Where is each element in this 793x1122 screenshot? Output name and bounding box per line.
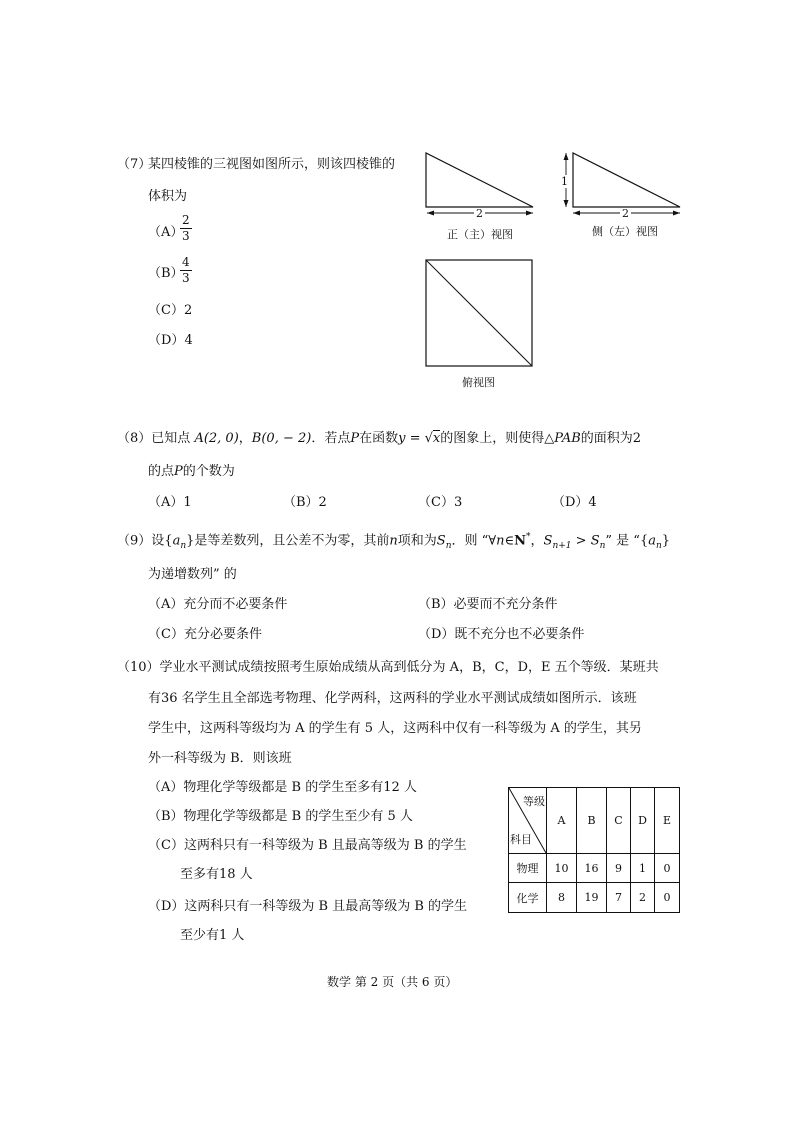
q9-text-1: 设{ xyxy=(151,533,173,549)
q9-sequence-a: a xyxy=(172,533,181,549)
q9-sequence-a-2: a xyxy=(648,533,656,549)
q8-function-left: y = xyxy=(398,431,425,446)
q8-text-g: 的个数为 xyxy=(182,464,235,479)
side-view-height-label: 1 xyxy=(561,175,568,188)
q9-sum-sub: n xyxy=(445,540,452,551)
q8-triangle-name: PAB xyxy=(554,431,581,446)
grade-header-d: D xyxy=(631,788,655,854)
q9-sum-next: S xyxy=(543,533,553,549)
side-view-arrow-bottom xyxy=(564,200,569,207)
grade-cell: 10 xyxy=(547,854,577,883)
q7-option-b-numerator: 4 xyxy=(182,255,190,269)
grade-cell: 9 xyxy=(607,854,631,883)
q7-stem-line1: 某四棱锥的三视图如图所示，则该四棱锥的 xyxy=(148,157,396,172)
q8-point-p-2: P xyxy=(174,464,183,479)
q8-text-f: 的点 xyxy=(148,464,175,479)
grade-cell: 1 xyxy=(631,854,655,883)
grade-row-physics xyxy=(509,854,680,883)
q7-number: （7） xyxy=(117,157,152,172)
q9-text-2: }是等差数列，且公差不为零，其前 xyxy=(186,533,390,549)
q10-option-a: （A）物理化学等级都是 B 的学生至多有12 人 xyxy=(148,780,417,795)
grade-row-physics-subject: 物理 xyxy=(509,854,547,883)
top-view-caption: 俯视图 xyxy=(462,376,495,389)
q8-option-b: （B）2 xyxy=(283,495,327,510)
q8-point-b: B(0, − 2) xyxy=(251,431,312,446)
q9-text-4: ．则 “∀ xyxy=(451,533,497,549)
q8-number: （8） xyxy=(117,431,152,446)
q9-stem-line1 xyxy=(117,533,670,551)
q10-number: （10） xyxy=(117,660,160,675)
q9-text-5: ” 是 “{ xyxy=(605,533,649,549)
q9-option-d: （D）既不充分也不必要条件 xyxy=(418,627,585,642)
grade-table-header-row xyxy=(509,788,680,854)
q8-point-a: A(2, 0) xyxy=(194,431,239,446)
front-view-width-label: 2 xyxy=(476,207,483,220)
q8-point-p: P xyxy=(350,431,360,446)
q8-area-value: 2 xyxy=(632,431,642,446)
q8-stem-line2 xyxy=(148,465,235,478)
q10-option-c-cont: 至多有18 人 xyxy=(180,867,253,882)
q9-greater: > xyxy=(571,533,591,549)
q9-text-3: 项和为 xyxy=(397,533,437,549)
page-footer: 数学 第 2 页（共 6 页） xyxy=(327,975,458,989)
q7-option-a-denominator: 3 xyxy=(182,228,190,243)
grade-table-corner-bottom: 科目 xyxy=(510,833,532,846)
q7-option-d-label: （D） xyxy=(148,333,185,348)
q7-option-c-value: 2 xyxy=(183,303,193,318)
q10-line2: 有36 名学生且全部选考物理、化学两科，这两科的学业水平测试成绩如图所示．该班 xyxy=(148,691,637,706)
grade-cell: 0 xyxy=(655,883,680,913)
q7-option-d-value: 4 xyxy=(184,333,193,348)
q9-number: （9） xyxy=(117,533,152,549)
q9-option-b: （B）必要而不充分条件 xyxy=(418,597,558,612)
q8-stem-line1 xyxy=(117,432,641,445)
grade-header-e: E xyxy=(655,788,680,854)
q9-close-brace: } xyxy=(661,533,671,549)
q9-stem-line2: 为递增数列” 的 xyxy=(148,567,237,582)
q8-option-a: （A）1 xyxy=(148,495,192,510)
q9-sequence-a-2-sub: n xyxy=(655,540,662,551)
grade-cell: 8 xyxy=(547,883,577,913)
grade-row-chemistry xyxy=(509,883,680,913)
top-view-diagonal xyxy=(426,260,532,366)
q7-option-b-denominator: 3 xyxy=(182,270,190,285)
front-view-triangle xyxy=(426,153,533,207)
q9-sum-2-sub: n xyxy=(599,540,606,551)
grade-row-chemistry-subject: 化学 xyxy=(509,883,547,913)
side-view-arrow-top xyxy=(564,153,569,160)
q10-line3: 学生中，这两科等级均为 A 的学生有 5 人，这两科中仅有一科等级为 A 的学生，其另 xyxy=(148,721,642,736)
q9-sum-2: S xyxy=(590,533,600,549)
q7-option-a-label: （A） xyxy=(148,225,184,240)
q9-n-in: n∈ xyxy=(496,533,515,549)
q9-naturals: N xyxy=(514,533,527,549)
q8-separator: ， xyxy=(238,431,252,446)
grade-cell: 16 xyxy=(577,854,607,883)
q9-sum: S xyxy=(436,533,446,549)
grade-table-corner-top: 等级 xyxy=(523,795,545,808)
q7-option-a-numerator: 2 xyxy=(182,213,190,227)
q10-option-b: （B）物理化学等级都是 B 的学生至少有 5 人 xyxy=(148,809,413,824)
q9-sum-next-sub: n+1 xyxy=(552,540,572,551)
q7-option-c-label: （C） xyxy=(148,303,184,318)
side-view-arrow-left xyxy=(573,211,580,216)
grade-table xyxy=(508,787,680,913)
front-view-arrow-right xyxy=(526,211,533,216)
q8-text-d: 的图象上，则使得△ xyxy=(440,431,555,446)
side-view-arrow-right xyxy=(673,211,680,216)
side-view-triangle xyxy=(573,153,680,207)
q9-option-c: （C）充分必要条件 xyxy=(148,627,262,642)
q8-text-e: 的面积为 xyxy=(580,431,633,446)
q8-text-a: 已知点 xyxy=(151,431,191,446)
front-view-arrow-left xyxy=(427,211,434,216)
q9-n: n xyxy=(389,533,398,549)
grade-table-corner xyxy=(509,788,547,854)
side-view-width-label: 2 xyxy=(622,207,629,220)
q9-option-a: （A）充分而不必要条件 xyxy=(148,597,288,612)
q10-line1 xyxy=(117,661,659,674)
front-view-caption: 正（主）视图 xyxy=(447,228,513,241)
q10-option-d-cont: 至少有1 人 xyxy=(180,928,245,943)
q8-option-c: （C）3 xyxy=(418,495,463,510)
q8-text-c: 在函数 xyxy=(359,431,399,446)
grade-cell: 7 xyxy=(607,883,631,913)
side-view-caption: 侧（左）视图 xyxy=(592,225,658,238)
q9-naturals-star: * xyxy=(526,532,531,542)
q8-radicand: x xyxy=(432,431,441,446)
grade-header-b: B xyxy=(577,788,607,854)
q9-comma: ， xyxy=(530,533,544,549)
q10-option-c: （C）这两科只有一科等级为 B 且最高等级为 B 的学生 xyxy=(148,838,467,853)
q8-text-b: ．若点 xyxy=(311,431,351,446)
q10-option-d: （D）这两科只有一科等级为 B 且最高等级为 B 的学生 xyxy=(148,899,468,914)
q9-sequence-a-sub: n xyxy=(180,540,187,551)
q10-line4: 外一科等级为 B．则该班 xyxy=(148,751,292,766)
grade-cell: 0 xyxy=(655,854,680,883)
q8-radical: √x xyxy=(424,431,441,446)
q10-line1-text: 学业水平测试成绩按照考生原始成绩从高到低分为 A，B，C，D，E 五个等级．某班共 xyxy=(159,660,659,675)
q7-option-b-label: （B） xyxy=(148,266,184,281)
q7-stem-line2: 体积为 xyxy=(148,189,188,204)
grade-header-c: C xyxy=(607,788,631,854)
grade-cell: 19 xyxy=(577,883,607,913)
q8-option-d: （D）4 xyxy=(552,495,597,510)
grade-header-a: A xyxy=(547,788,577,854)
grade-cell: 2 xyxy=(631,883,655,913)
